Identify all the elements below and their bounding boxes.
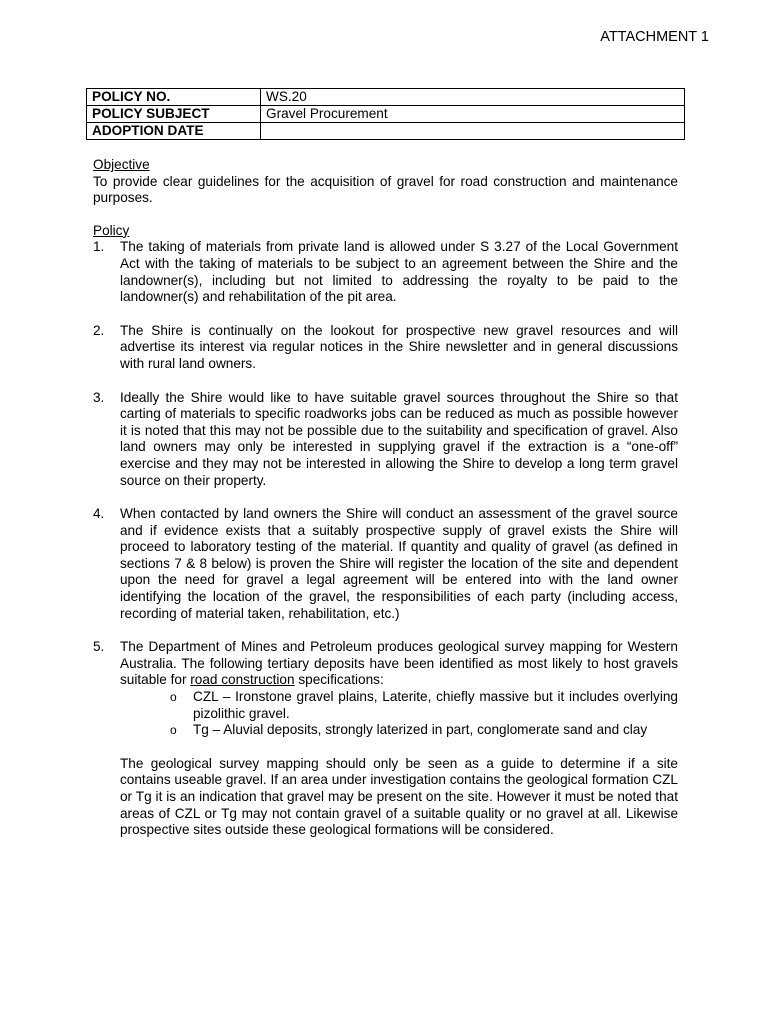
list-item	[93, 639, 678, 839]
objective-text: To provide clear guidelines for the acquisition of gravel for road construction and maintenance purposes.	[93, 173, 678, 206]
policy-body	[93, 157, 678, 856]
attachment-label: ATTACHMENT 1	[600, 29, 709, 45]
item-number: 5.	[93, 639, 105, 655]
policy-heading: Policy	[93, 222, 130, 238]
policy-no-value: WS.20	[261, 89, 685, 106]
item-paragraph: The geological survey mapping should only be seen as a guide to determine if a site contains useable gravel. If an area under investigation contains the geological formation CZL or Tg it is an indication that gravel may be present on the site. However it must be noted that areas of CZL or Tg may not contain gravel of a suitable quality or no gravel at all. Likewise prospective sites outside these geological formations will be considered.	[120, 755, 678, 838]
table-row	[87, 106, 685, 123]
bullet-icon: o	[170, 690, 177, 705]
item-number: 1.	[93, 239, 105, 255]
list-item	[93, 323, 678, 373]
item-text: Ideally the Shire would like to have suitable gravel sources throughout the Shire so that carting of materials to specific roadworks jobs can be reduced as much as possible however it is noted that this may not be possible due to the suitability and specification of gravel. Also land owners may only be interested in supplying gravel if the extraction is a “one-off” exercise and they may not be interested in allowing the Shire to develop a long term gravel source on their property.	[120, 389, 678, 488]
item-number: 4.	[93, 506, 105, 522]
adoption-date-value	[261, 123, 685, 140]
bullet-icon: o	[170, 723, 177, 738]
item-text: When contacted by land owners the Shire will conduct an assessment of the gravel source and if evidence exists that a suitably prospective supply of gravel exists the Shire will proceed to laboratory testing of the material. If quantity and quality of gravel (as defined in sections 7 & 8 below) is proven the Shire will register the location of the site and dependent upon the need for gravel a legal agreement will be entered into with the land owner identifying the location of the gravel, the responsibilities of each party (including access, recording of material taken, rehabilitation, etc.)	[120, 506, 678, 621]
objective-heading: Objective	[93, 157, 150, 172]
underlined-term: road construction	[190, 672, 295, 688]
policy-info-table	[86, 88, 685, 140]
bullet-text: Tg – Aluvial deposits, strongly laterized in part, conglomerate sand and clay	[193, 722, 648, 738]
item-text-end: specifications:	[294, 672, 384, 688]
item-number: 3.	[93, 389, 105, 405]
list-item	[167, 689, 678, 722]
table-row	[87, 123, 685, 140]
item-text	[120, 639, 678, 689]
list-item	[93, 506, 678, 622]
table-row	[87, 89, 685, 106]
list-item	[93, 239, 678, 305]
item-text: The taking of materials from private land is allowed under S 3.27 of the Local Government Act with the taking of materials to be subject to an agreement between the Shire and the landowner(s), including but not limited to addressing the royalty to be paid to the landowner(s) and rehabilitation of the pit area.	[120, 239, 678, 305]
policy-no-label: POLICY NO.	[87, 89, 261, 106]
item-text: The Shire is continually on the lookout for prospective new gravel resources and will advertise its interest via regular notices in the Shire newsletter and in general discussions with rural land owners.	[120, 322, 678, 371]
item-text-start: The Department of Mines and Petroleum produces geological survey mapping for Western Australia. The following tertiary deposits have been identified as most likely to host gravels suitable for	[120, 639, 678, 688]
list-item	[93, 390, 678, 490]
policy-subject-label: POLICY SUBJECT	[87, 106, 261, 123]
policy-subject-value: Gravel Procurement	[261, 106, 685, 123]
bullet-text: CZL – Ironstone gravel plains, Laterite, chiefly massive but it includes overlying pizolithic gravel.	[193, 689, 678, 721]
adoption-date-label: ADOPTION DATE	[87, 123, 261, 140]
deposit-list	[120, 689, 678, 739]
item-number: 2.	[93, 322, 105, 338]
list-item	[167, 722, 678, 739]
policy-list	[93, 239, 678, 838]
